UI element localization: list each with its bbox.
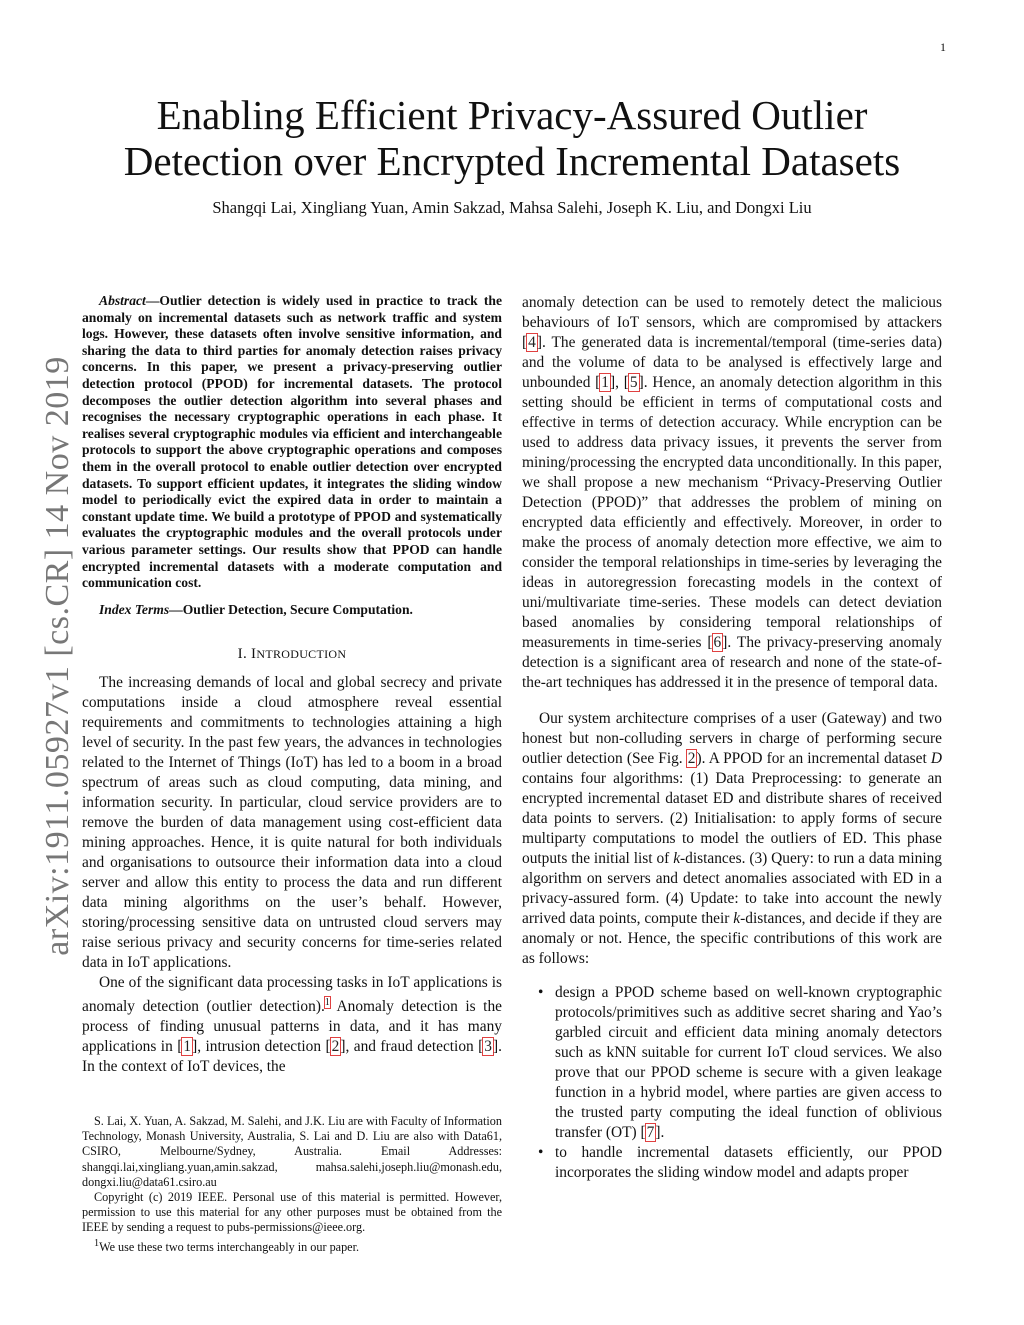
right-column: [522, 293, 942, 1183]
footnotes: [82, 1114, 502, 1255]
bullet-icon: •: [538, 1144, 544, 1161]
citation-link-2[interactable]: 2: [331, 1038, 340, 1056]
copyright-footnote: Copyright (c) 2019 IEEE. Personal use of this material is permitted. However, permission to use this material for any other purposes must be obtained from the IEEE by sending a request to pubs-permissions@ieee.org.: [82, 1190, 502, 1235]
index-terms: [82, 602, 502, 619]
paper-title: [0, 92, 1024, 184]
arxiv-stamp: arXiv:1911.05927v1 [cs.CR] 14 Nov 2019: [39, 356, 76, 956]
abstract: [82, 293, 502, 592]
author-list: Shangqi Lai, Xingliang Yuan, Amin Sakzad, Mahsa Salehi, Joseph K. Liu, and Dongxi Liu: [212, 198, 812, 217]
intro-paragraph-1: The increasing demands of local and global secrecy and private computations inside a cloud atmosphere reveal essential requirements and commitments to technologies attaining a high level of security. In the past few years, the advances in technologies related to the Internet of Things (IoT) has led to a boom in a broad spectrum of areas such as cloud computing, data mining, and information security. In particular, cloud service providers are to remove the burden of data management using cost-efficient data mining approaches. Hence, it is quite natural for both individuals and organisations to outsource their information data into a cloud server and allow this entity to process the data and run different data mining algorithms on the user’s behalf. However, storing/processing sensitive data on untrusted cloud servers may raise serious privacy and security concerns for time-series related data in IoT applications.: [82, 674, 502, 972]
citation-link-7[interactable]: 7: [646, 1124, 655, 1141]
footnote-1-mark: 1: [94, 1237, 100, 1249]
page-number: 1: [940, 40, 946, 54]
figure-link-2[interactable]: 2: [687, 750, 696, 767]
intro-paragraph-2: One of the significant data processing tasks in IoT applications is anomaly detection (outlier detection).$^1$ Anomaly detection is the process of finding unusual patterns in data, and it has many applications in [1], intrusion detection [2], and fraud detection [3]. In the context of IoT devices, the: [82, 974, 502, 1076]
index-terms-label: Index Terms: [99, 601, 170, 617]
right-paragraph-2: Our system architecture comprises of a user (Gateway) and two honest but non-colluding servers in charge of performing secure outlier detection (See Fig. 2). A PPOD for an incremental dataset D contains four algorithms: (1) Data Preprocessing: to generate an encrypted incremental dataset ED and distribute shares of received data points to servers. (2) Initialisation: to apply forms of secure multiparty computations to model the outliers of ED. This phase outputs the initial list of k-distances. (3) Query: to run a data mining algorithm on servers and detect anomalies associated with ED in a privacy-assured form. (4) Update: to take into account the newly arrived data points, compute their k-distances, and decide if they are anomaly or not. Hence, the specific contributions of this work are as follows:: [522, 710, 943, 967]
abstract-label: Abstract: [99, 293, 146, 308]
citation-link-1[interactable]: 1: [183, 1038, 192, 1056]
affiliation-footnote: S. Lai, X. Yuan, A. Sakzad, M. Salehi, and J.K. Liu are with Faculty of Information Technology, Monash University, Australia, S. Lai and D. Liu are also with Data61, CSIRO, Melbourne/Sydney, Australia. Email Addresses: shangqi.lai,xingliang.yuan,amin.sakzad, mahsa.salehi,joseph.liu@monash.edu, dongxi.liu@data61.csiro.au: [82, 1114, 502, 1189]
contributions-list: [522, 983, 942, 1183]
section-heading-introduction: [82, 644, 502, 664]
section-title-smallcaps: NTRODUCTION: [256, 647, 347, 662]
footnote-ref-1[interactable]: 1: [324, 997, 330, 1009]
title-line-1: Enabling Efficient Privacy-Assured Outlier: [156, 92, 868, 138]
footnote-1-text: We use these two terms interchangeably in our paper.: [99, 1239, 360, 1254]
section-numeral: I. I: [237, 646, 257, 663]
title-line-2: Detection over Encrypted Incremental Datasets: [123, 138, 901, 184]
list-item: • design a PPOD scheme based on well-known cryptographic protocols/primitives such as additive secret sharing and Yao’s garbled circuit and efficient data mining anomaly detectors such as kNN suitable for current IoT cloud services. We also prove that our PPOD scheme is secure with a given leakage function in a hybrid model, where parties are given access to the trusted party computing the ideal function of oblivious transfer (OT) [7].: [538, 984, 942, 1141]
left-column: [82, 293, 502, 1077]
citation-link-3[interactable]: 3: [484, 1038, 492, 1056]
abstract-text: —Outlier detection is widely used in practice to track the anomaly on incremental datasets such as network traffic and system logs. However, these datasets often involve sensitive information, and sharing the data to third parties for anomaly detection raises privacy concerns. In this paper, we present a privacy-preserving outlier detection protocol (PPOD) for incremental datasets. The protocol decomposes the outlier detection algorithm into several phases and recognises the necessary cryptographic operations in each phase. It realises several cryptographic modules via efficient and interchangeable protocols to support the above cryptographic operations and composes them in the overall protocol to enable outlier detection over encrypted datasets. To support efficient updates, it integrates the sliding window model to periodically evict the expired data in order to maintain a constant update time. We build a prototype of PPOD and systematically evaluates the cryptographic modules and the overall protocols under various parameter settings. Our results show that PPOD can handle encrypted incremental datasets with a moderate computation and communication cost.: [82, 293, 502, 591]
footnote-1: [82, 1236, 502, 1255]
bullet-icon: •: [538, 984, 544, 1001]
citation-link-1b[interactable]: 1: [601, 374, 609, 391]
list-item: • to handle incremental datasets efficiently, our PPOD incorporates the sliding window model and adapts proper: [538, 1144, 942, 1181]
right-paragraph-1: anomaly detection can be used to remotely detect the malicious behaviours of IoT sensors, which are compromised by attackers [4]. The generated data is incremental/temporal (time-series data) and the volume of data to be analysed is effectively large and unbounded [1], [5]. Hence, an anomaly detection algorithm in this setting should be efficient in terms of computational costs and effective in terms of detection accuracy. While encryption can be used to address data privacy issues, it prevents the server from mining/processing the encrypted data unconditionally. In this paper, we shall propose a new mechanism “Privacy-Preserving Outlier Detection (PPOD)” that addresses the problem of mining on encrypted data efficiently and effectively. Moreover, in order to make the process of anomaly detection more effective, we aim to consider the temporal relationships in time-series by leveraging the ideas in autoregression forecasting models in the context of uni/multivariate time-series. These models can detect deviation based anomalies by considering temporal relationships of measurements in time-series [6]. The privacy-preserving anomaly detection is a significant area of research and none of the state-of-the-art techniques has addressed it in the presence of temporal data.: [522, 294, 942, 691]
citation-link-6[interactable]: 6: [713, 634, 722, 651]
citation-link-5[interactable]: 5: [629, 374, 638, 391]
citation-link-4[interactable]: 4: [528, 334, 536, 351]
index-terms-text: —Outlier Detection, Secure Computation.: [169, 601, 413, 617]
